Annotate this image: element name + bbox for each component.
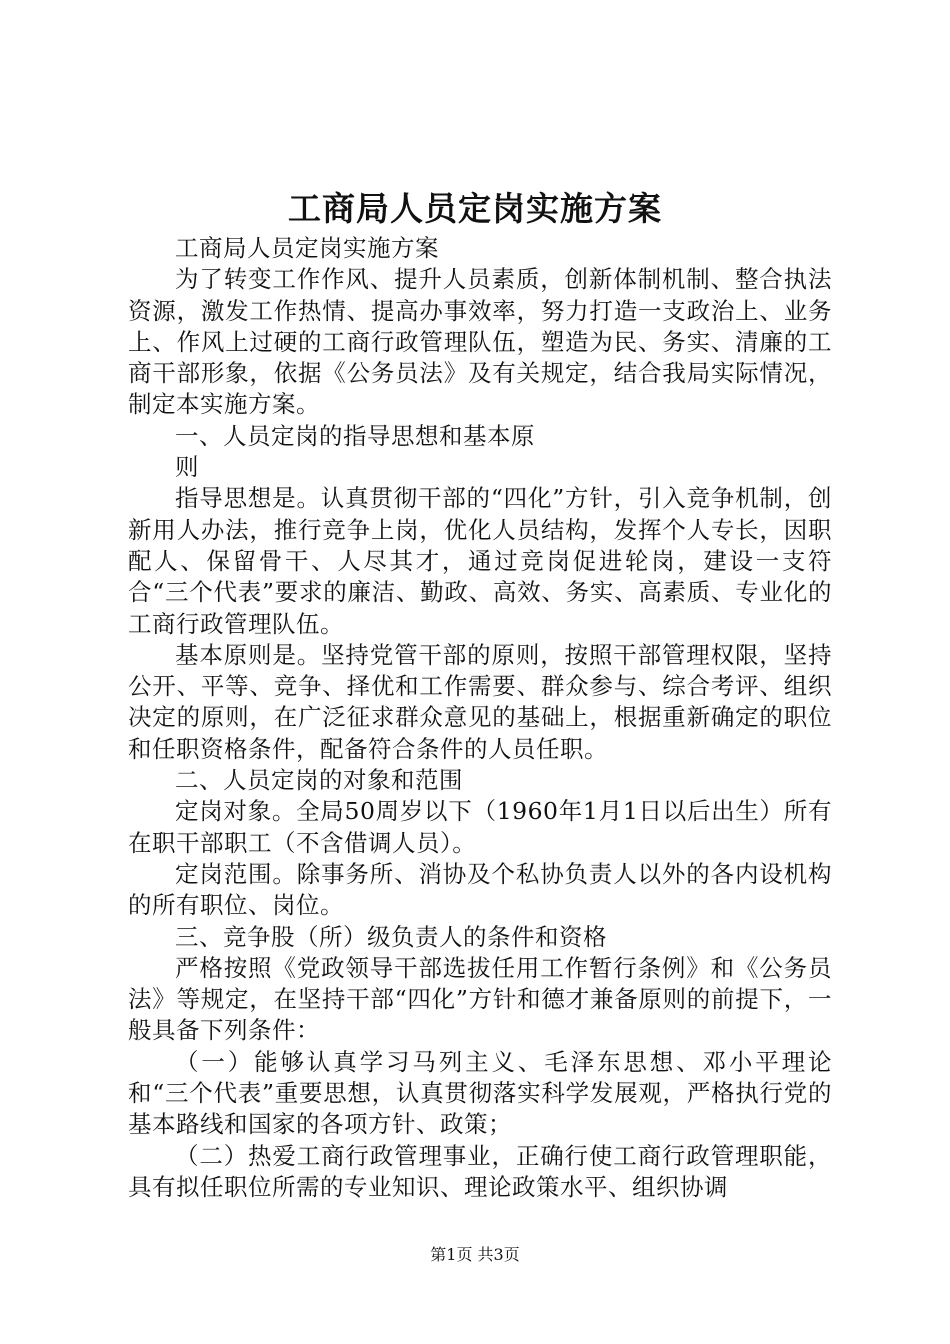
document-body [128, 233, 832, 1203]
page-footer: 第1页 共3页 [430, 1245, 520, 1264]
section-heading-1-continued: 则 [175, 453, 199, 482]
section-heading-2: 二、人员定岗的对象和范围 [175, 766, 463, 795]
section-heading-3: 三、竞争股（所）级负责人的条件和资格 [175, 922, 607, 951]
paragraph-conditions-intro: 严格按照《党政领导干部选拔任用工作暂行条例》和《公务员法》等规定，在坚持干部“四化”方针和德才兼备原则的前提下，一般具备下列条件： [128, 953, 832, 1045]
paragraph-condition-2: （二）热爱工商行政管理事业，正确行使工商行政管理职能，具有拟任职位所需的专业知识、理论政策水平、组织协调 [128, 1141, 832, 1201]
section-heading-1: 一、人员定岗的指导思想和基本原 [175, 421, 535, 450]
paragraph-condition-1: （一）能够认真学习马列主义、毛泽东思想、邓小平理论和“三个代表”重要思想，认真贯彻落实科学发展观，严格执行党的基本路线和国家的各项方针、政策； [128, 1047, 832, 1139]
paragraph-scope: 定岗范围。除事务所、消协及个私协负责人以外的各内设机构的所有职位、岗位。 [128, 859, 832, 920]
paragraph-target-personnel: 定岗对象。全局50周岁以下（1960年1月1日以后出生）所有在职干部职工（不含借调人员）。 [128, 797, 832, 857]
paragraph-subtitle: 工商局人员定岗实施方案 [175, 234, 439, 262]
paragraph-guiding-ideology: 指导思想是。认真贯彻干部的“四化”方针，引入竞争机制，创新用人办法，推行竞争上岗，优化人员结构，发挥个人专长，因职配人、保留骨干、人尽其才，通过竞岗促进轮岗，建设一支符合“三个代表”要求的廉洁、勤政、高效、务实、高素质、专业化的工商行政管理队伍。 [128, 484, 832, 638]
document-title: 工商局人员定岗实施方案 [288, 189, 662, 228]
paragraph-intro: 为了转变工作作风、提升人员素质，创新体制机制、整合执法资源，激发工作热情、提高办事效率，努力打造一支政治上、业务上、作风上过硬的工商行政管理队伍，塑造为民、务实、清廉的工商干部形象，依据《公务员法》及有关规定，结合我局实际情况，制定本实施方案。 [128, 265, 832, 419]
paragraph-basic-principles: 基本原则是。坚持党管干部的原则，按照干部管理权限，坚持公开、平等、竞争、择优和工作需要、群众参与、综合考评、组织决定的原则，在广泛征求群众意见的基础上，根据重新确定的职位和任职资格条件，配备符合条件的人员任职。 [128, 640, 832, 763]
